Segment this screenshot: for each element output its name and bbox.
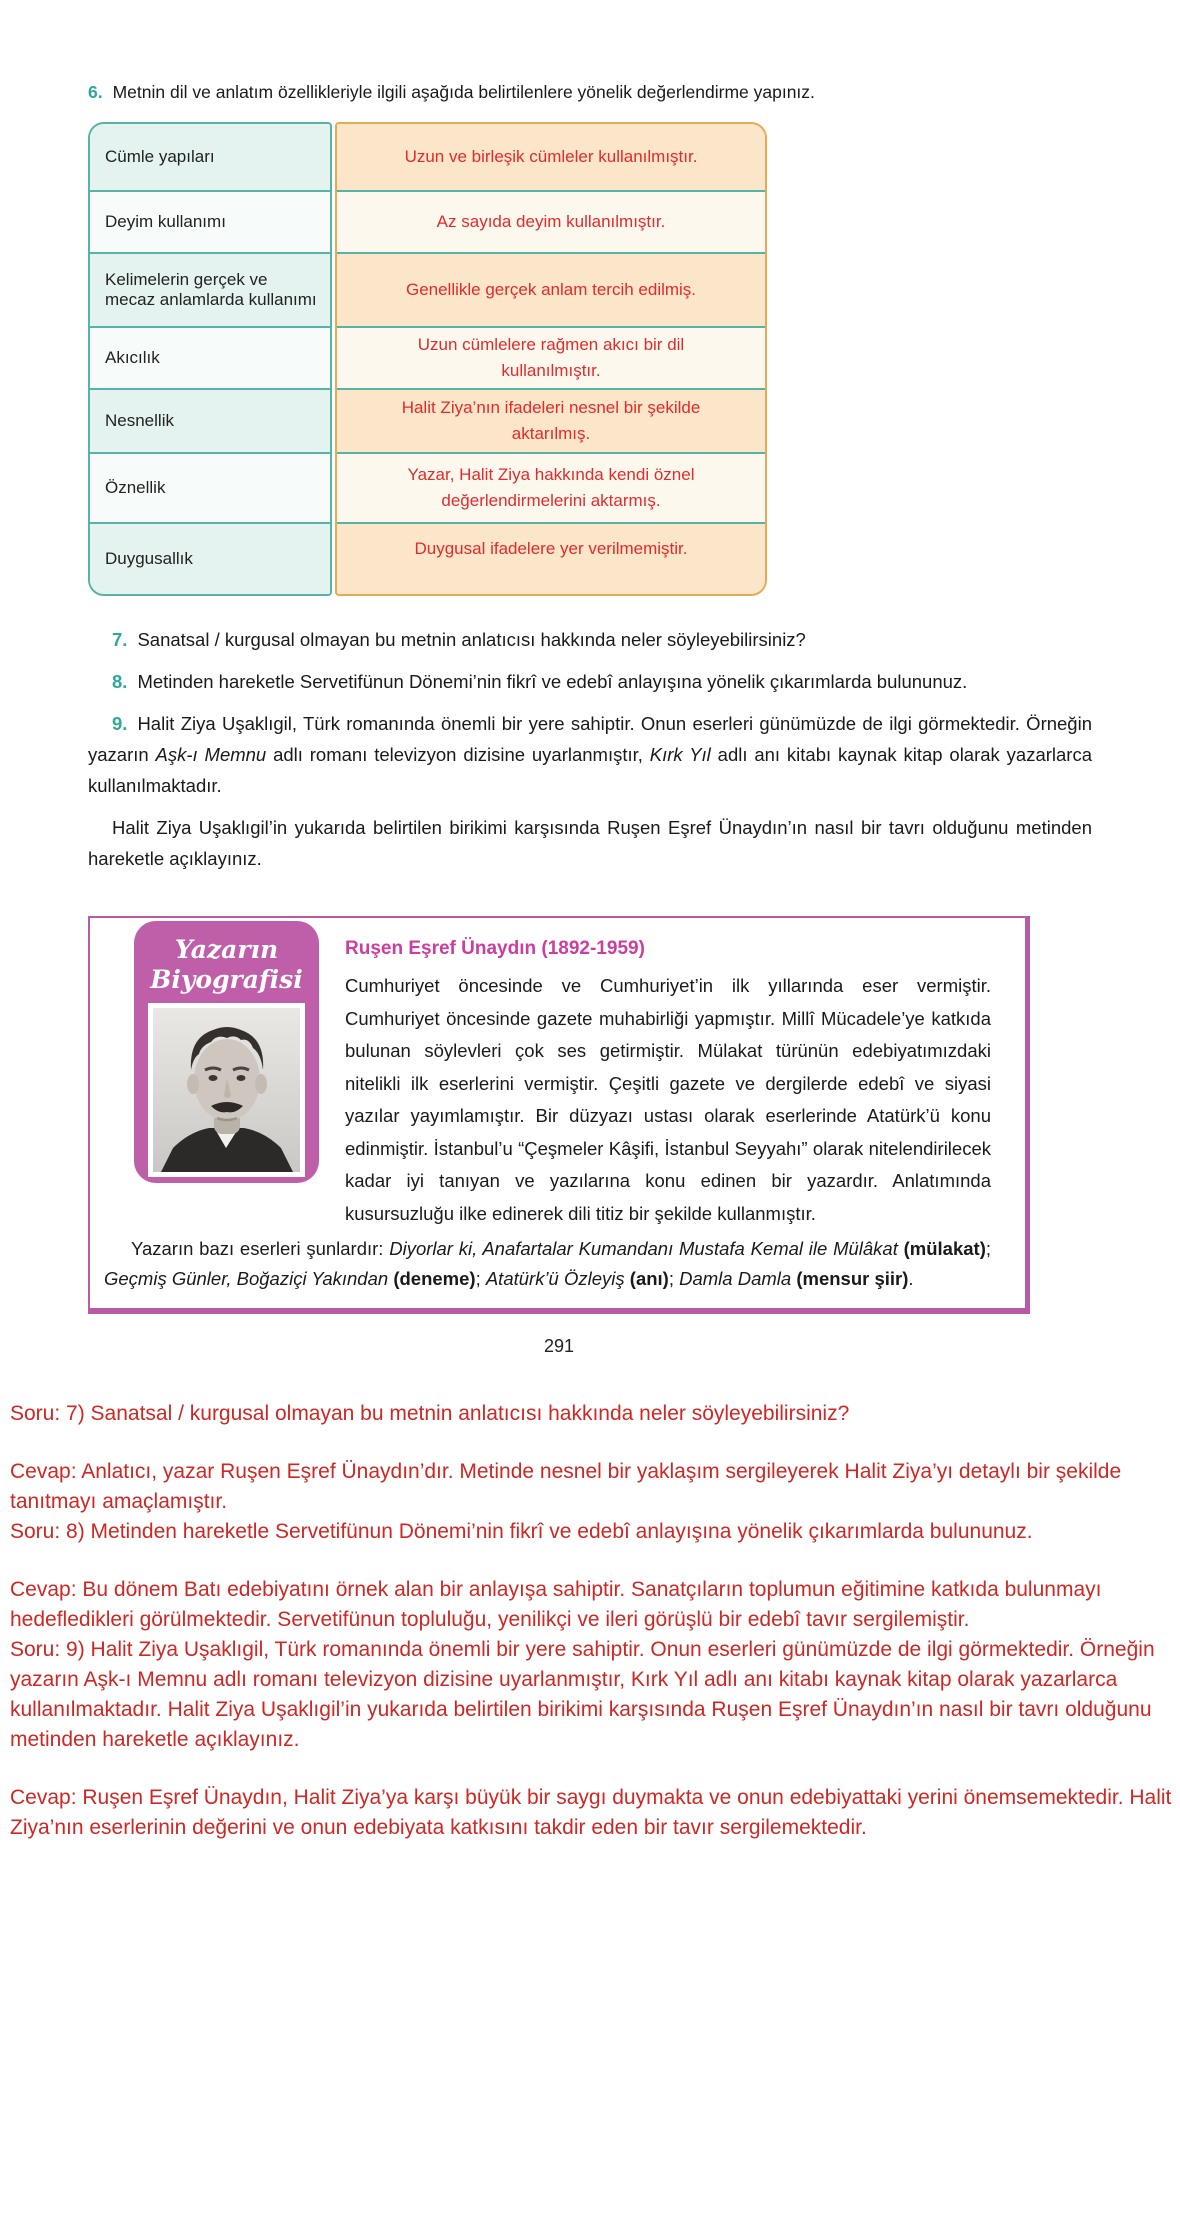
evaluation-cell: Genellikle gerçek anlam tercih edilmiş. — [337, 252, 765, 326]
evaluation-cell: Yazar, Halit Ziya hakkında kendi öznel değerlendirmelerini aktarmış. — [337, 452, 765, 522]
biography-badge — [134, 921, 319, 1183]
answer-paragraph-soru7: Soru: 7) Sanatsal / kurgusal olmayan bu metnin anlatıcısı hakkında neler söyleyebilirsiniz? — [10, 1402, 850, 1425]
page-number: 291 — [543, 1336, 575, 1356]
textbook-page — [88, 80, 1092, 1357]
question-6-text: Metnin dil ve anlatım özellikleriyle ilgili aşağıda belirtilenlere yönelik değerlendirme yapınız. — [112, 82, 815, 102]
question-9 — [88, 708, 1092, 801]
evaluation-cell: Az sayıda deyim kullanılmıştır. — [337, 190, 765, 252]
question-8-text: Metinden hareketle Servetifünun Dönemi’nin fikrî ve edebî anlayışına yönelik çıkarımlarda bulununuz. — [137, 671, 968, 692]
question-6-number: 6. — [88, 82, 103, 102]
question-9-number: 9. — [112, 713, 128, 734]
author-portrait-illustration — [153, 1008, 300, 1172]
criterion-cell: Akıcılık — [90, 326, 330, 388]
question-7 — [88, 624, 1092, 655]
biography-top — [102, 918, 991, 1230]
evaluation-cell: Duygusal ifadelere yer verilmemiştir. — [337, 522, 765, 594]
biography-works: Yazarın bazı eserleri şunlardır: Diyorlar ki, Anafartalar Kumandanı Mustafa Kemal ile Mülâkat (mülakat); Geçmiş Günler, Boğaziçi Yakından (deneme); Atatürk’ü Özleyiş (anı); Damla Damla (mensur şiir). — [104, 1238, 992, 1289]
evaluation-table — [88, 122, 1030, 596]
question-7-text: Sanatsal / kurgusal olmayan bu metnin anlatıcısı hakkında neler söyleyebilirsiniz? — [137, 629, 806, 650]
badge-line-1: Yazarın — [174, 935, 279, 964]
answer-paragraph-cevap8: Cevap: Bu dönem Batı edebiyatını örnek alan bir anlayışa sahiptir. Sanatçıların toplumun eğitimine katkıda bulunmayı hedefledikleri görülmektedir. Servetifünun topluluğu, yenilikçi ve ileri görüşlü bir edebî tavır sergilemiştir. — [10, 1578, 1102, 1631]
answer-paragraph-cevap9: Cevap: Ruşen Eşref Ünaydın, Halit Ziya’ya karşı büyük bir saygı duymakta ve onun edebiyattaki yerini önemsemektedir. Halit Ziya’nın eserlerinin değerini ve onun edebiyata katkısını takdir eden bir tavır sergilemektedir. — [10, 1786, 1172, 1839]
answer-paragraph-cevap7: Cevap: Anlatıcı, yazar Ruşen Eşref Ünaydın’dır. Metinde nesnel bir yaklaşım sergileyerek Halit Ziya’yı detaylı bir şekilde tanıtmayı amaçlamıştır. — [10, 1460, 1122, 1513]
criterion-cell: Deyim kullanımı — [90, 190, 330, 252]
question-8-number: 8. — [112, 671, 128, 692]
criterion-cell: Nesnellik — [90, 388, 330, 452]
criteria-column — [88, 122, 332, 596]
biography-title: Ruşen Eşref Ünaydın (1892-1959) — [345, 938, 645, 959]
evaluation-cell: Halit Ziya’nın ifadeleri nesnel bir şekilde aktarılmış. — [337, 388, 765, 452]
badge-title — [134, 921, 319, 995]
question-9-text: Halit Ziya Uşaklıgil, Türk romanında önemli bir yere sahiptir. Onun eserleri günümüzde de ilgi görmektedir. Örneğin yazarın Aşk-ı Memnu adlı romanı televizyon dizisine uyarlanmıştır, Kırk Yıl adlı anı kitabı kaynak kitap olarak yazarlarca kullanılmaktadır. — [88, 713, 1092, 796]
answer-paragraph-soru9: Soru: 9) Halit Ziya Uşaklıgil, Türk romanında önemli bir yere sahiptir. Onun eserleri günümüzde de ilgi görmektedir. Örneğin yazarın Aşk-ı Memnu adlı romanı televizyon dizisine uyarlanmıştır, Kırk Yıl adlı anı kitabı kaynak kitap olarak yazarlarca kullanılmaktadır. Halit Ziya Uşaklıgil’in yukarıda belirtilen birikimi karşısında Ruşen Eşref Ünaydın’ın nasıl bir tavrı olduğunu metinden hareketle açıklayınız. — [10, 1638, 1155, 1751]
biography-text-column — [345, 918, 991, 1230]
biography-body: Cumhuriyet öncesinde ve Cumhuriyet’in ilk yıllarında eser vermiştir. Cumhuriyet öncesinde gazete muhabirliği yapmıştır. Millî Mücadele’ye katkıda bulunan söylevleri çok ses getirmiştir. Mülakat türünün edebiyatımızdaki nitelikli ilk eserlerini vermiştir. Çeşitli gazete ve dergilerde edebî ve siyasi yazılar yayımlamıştır. Bir düzyazı ustası olarak eserlerinde Atatürk’ü konu edinmiştir. İstanbul’u “Çeşmeler Kâşifi, İstanbul Seyyahı” olarak nitelendirilecek kadar iyi tanıyan ve yazılarına konu edinen bir yazardır. Anlatımında kusursuzluğu ilke edinerek dili titiz bir şekilde kullanmıştır. — [345, 975, 991, 1224]
answers-section — [10, 1399, 1172, 1843]
question-7-number: 7. — [112, 629, 128, 650]
criterion-cell: Kelimelerin gerçek ve mecaz anlamlarda kullanımı — [90, 252, 330, 326]
badge-line-2: Biyografisi — [150, 965, 303, 994]
question-6 — [88, 80, 1030, 104]
evaluation-cell: Uzun ve birleşik cümleler kullanılmıştır. — [337, 124, 765, 190]
biography-box — [88, 916, 1030, 1314]
author-photo — [148, 1003, 305, 1177]
criterion-cell: Öznellik — [90, 452, 330, 522]
criterion-cell: Duygusallık — [90, 522, 330, 594]
answer-paragraph-soru8: Soru: 8) Metinden hareketle Servetifünun Dönemi’nin fikrî ve edebî anlayışına yönelik çıkarımlarda bulununuz. — [10, 1520, 1033, 1543]
question-8 — [88, 666, 1092, 697]
criterion-cell: Cümle yapıları — [90, 124, 330, 190]
evaluations-column — [335, 122, 767, 596]
evaluation-cell: Uzun cümlelere rağmen akıcı bir dil kullanılmıştır. — [337, 326, 765, 388]
question-9-followup: Halit Ziya Uşaklıgil’in yukarıda belirtilen birikimi karşısında Ruşen Eşref Ünaydın’ın nasıl bir tavrı olduğunu metinden hareketle açıklayınız. — [88, 817, 1092, 869]
questions-block — [88, 624, 1092, 874]
